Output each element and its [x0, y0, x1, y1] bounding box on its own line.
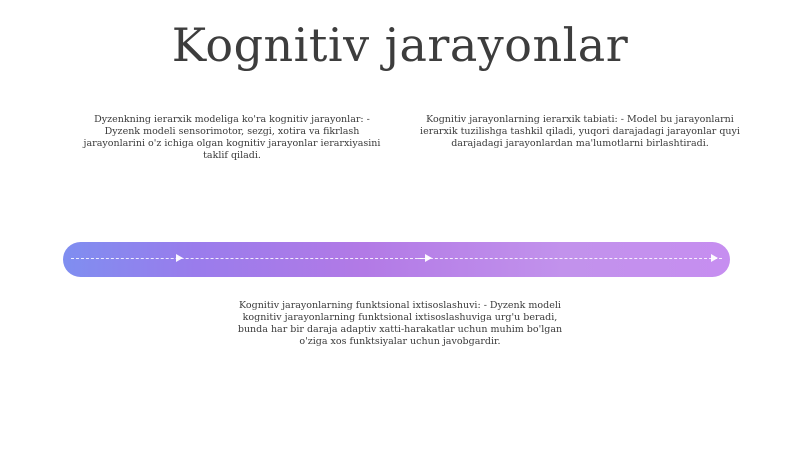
- timeline-bar: [63, 242, 730, 277]
- arrow-right-icon: [711, 254, 718, 262]
- text-block-hierarchical-nature: Kognitiv jarayonlarning ierarxik tabiati: - Model bu jarayonlarni ierarxik tuzilishga tashkil qiladi, yuqori darajadagi jarayonlar quyi darajadagi jarayonlardan ma'lumotlarni birlashtiradi.: [420, 114, 740, 149]
- slide-title: Kognitiv jarayonlar: [171, 18, 629, 72]
- timeline-dashed-line: [71, 258, 722, 259]
- text-block-functional-specialization: Kognitiv jarayonlarning funktsional ixtisoslashuvi: - Dyzenk modeli kognitiv jarayonlarning funktsional ixtisoslashuviga urg'u beradi, bunda har bir daraja adaptiv xatti-harakatlar uchun muhim bo'lgan o'ziga xos funktsiyalar uchun javobgardir.: [237, 300, 563, 347]
- arrow-right-icon: [176, 254, 183, 262]
- text-block-hierarchical-model: Dyzenkning ierarxik modeliga ko'ra kognitiv jarayonlar: - Dyzenk modeli sensorimotor, sezgi, xotira va fikrlash jarayonlarini o'z ichiga olgan kognitiv jarayonlar ierarxiyasini taklif qiladi.: [83, 114, 381, 161]
- arrow-right-icon: [425, 254, 432, 262]
